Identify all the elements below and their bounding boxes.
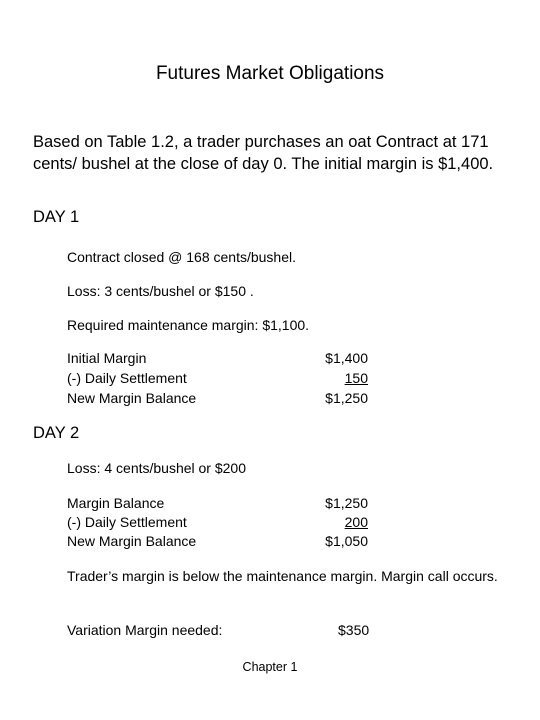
day2-row-amount xyxy=(300,512,368,532)
day1-row-label: Initial Margin xyxy=(67,350,147,366)
margin-call-text: Trader’s margin is below the maintenance margin. Margin call occurs. xyxy=(67,568,498,584)
day2-row-amount: $1,050 xyxy=(325,533,368,549)
day1-row-amount: $1,250 xyxy=(325,390,368,406)
day2-row-label: Margin Balance xyxy=(67,495,165,511)
day2-row-label: New Margin Balance xyxy=(67,533,197,549)
day1-maintenance-margin: Required maintenance margin: $1,100. xyxy=(67,317,310,333)
intro-paragraph: Based on Table 1.2, a trader purchases an oat Contract at 171 cents/ bushel at the close of day 0. The initial margin is $1,400. xyxy=(33,133,494,173)
day2-settlement-amount: 200 xyxy=(344,514,368,530)
day2-heading: DAY 2 xyxy=(33,424,80,442)
day2-row-amount: $1,250 xyxy=(325,495,368,511)
day1-row-label: New Margin Balance xyxy=(67,390,197,406)
day2-loss: Loss: 4 cents/bushel or $200 xyxy=(67,460,247,476)
variation-margin-label: Variation Margin needed: xyxy=(67,622,223,638)
day1-settlement-amount: 150 xyxy=(344,370,368,386)
day1-heading: DAY 1 xyxy=(33,208,80,226)
day1-row-amount xyxy=(300,368,368,388)
day1-row-amount: $1,400 xyxy=(325,350,368,366)
day1-row-label: (-) Daily Settlement xyxy=(67,370,187,386)
variation-margin-amount: $350 xyxy=(338,622,370,638)
day1-contract-closed: Contract closed @ 168 cents/bushel. xyxy=(67,249,297,265)
day2-row-label: (-) Daily Settlement xyxy=(67,514,187,530)
page-title: Futures Market Obligations xyxy=(155,63,385,84)
footer-chapter: Chapter 1 xyxy=(242,660,298,674)
day1-loss: Loss: 3 cents/bushel or $150 . xyxy=(67,283,254,299)
